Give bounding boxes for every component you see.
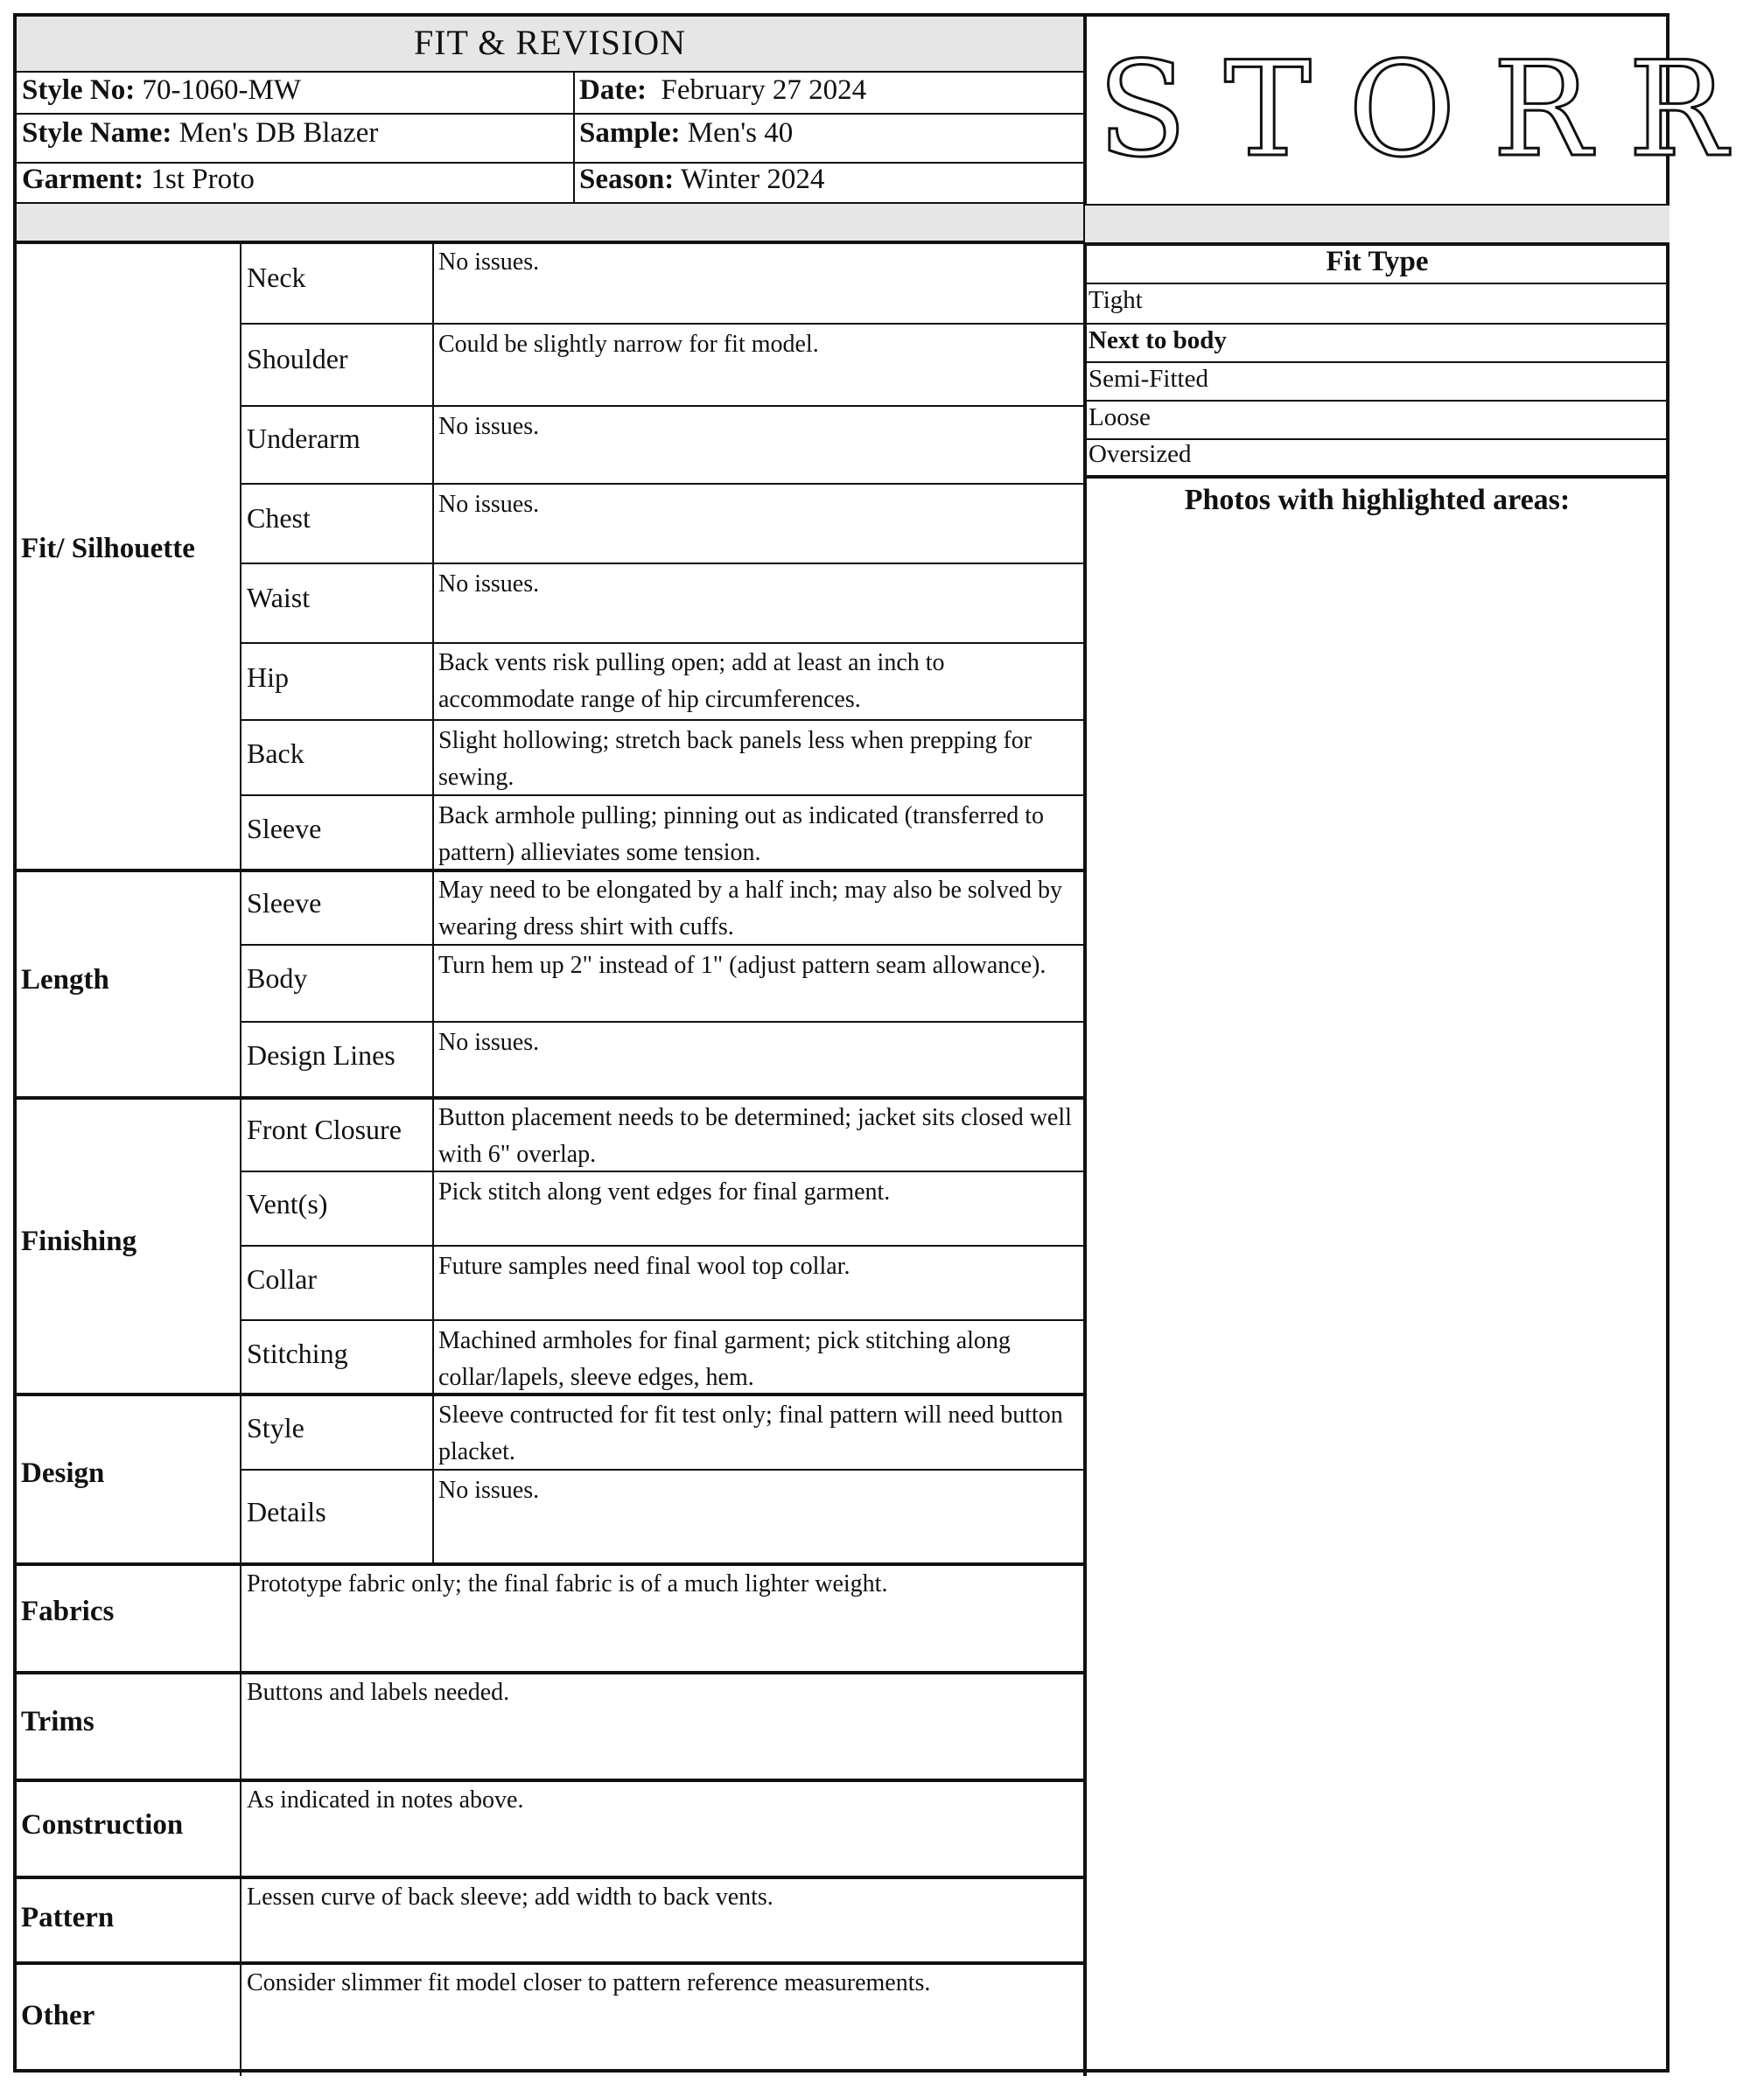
storr-logo: STORR [1097, 34, 1764, 186]
note-vents[interactable]: Pick stitch along vent edges for final garment. [438, 1178, 891, 1206]
photos-area[interactable] [1085, 524, 1670, 2073]
sample-value: Men's 40 [687, 117, 794, 149]
note-construction[interactable]: As indicated in notes above. [247, 1786, 524, 1814]
fit-option-next-to-body[interactable]: Next to body [1088, 326, 1227, 354]
section-fabrics: Fabrics [21, 1596, 115, 1627]
section-fit-silhouette: Fit/ Silhouette [21, 533, 195, 564]
sample-field: Sample: Men's 40 [579, 117, 794, 149]
section-finishing: Finishing [21, 1226, 137, 1257]
note-trims[interactable]: Buttons and labels needed. [247, 1679, 510, 1706]
row-label-front-closure: Front Closure [247, 1114, 402, 1145]
section-trims: Trims [21, 1706, 94, 1737]
row-label-sleeve-fit: Sleeve [247, 813, 322, 844]
style-no-field: Style No: 70-1060-MW [22, 74, 301, 106]
fit-option-semi-fitted[interactable]: Semi-Fitted [1088, 365, 1208, 393]
note-other[interactable]: Consider slimmer fit model closer to pattern reference measurements. [247, 1969, 931, 1996]
fit-option-tight[interactable]: Tight [1088, 286, 1143, 314]
row-label-neck: Neck [247, 262, 306, 293]
row-label-collar: Collar [247, 1263, 317, 1295]
note-sleeve-fit[interactable]: Back armhole pulling; pinning out as indicated (transferred to pattern) allieviates some tension. [438, 802, 1045, 866]
section-construction: Construction [21, 1809, 184, 1841]
page-title: FIT & REVISION [413, 23, 687, 62]
garment-field: Garment: 1st Proto [22, 164, 255, 195]
note-collar[interactable]: Future samples need final wool top collar. [438, 1253, 850, 1280]
logo-spacer-bar [1085, 206, 1670, 242]
garment-value: 1st Proto [150, 164, 255, 195]
row-label-sleeve-length: Sleeve [247, 887, 322, 919]
note-underarm[interactable]: No issues. [438, 413, 540, 440]
note-sleeve-length[interactable]: May need to be elongated by a half inch; may also be solved by wearing dress shirt with cuffs. [438, 877, 1063, 940]
section-pattern: Pattern [21, 1902, 115, 1933]
note-chest[interactable]: No issues. [438, 491, 540, 518]
note-waist[interactable]: No issues. [438, 570, 540, 598]
fit-option-oversized[interactable]: Oversized [1088, 440, 1192, 468]
row-label-body: Body [247, 962, 308, 994]
note-front-closure[interactable]: Button placement needs to be determined; jacket sits closed well with 6" overlap. [438, 1104, 1072, 1168]
note-back[interactable]: Slight hollowing; stretch back panels less when prepping for sewing. [438, 727, 1032, 791]
header-spacer-bar [17, 204, 1083, 241]
date-field: Date: February 27 2024 [579, 74, 867, 106]
season-value: Winter 2024 [680, 164, 825, 195]
note-neck[interactable]: No issues. [438, 248, 540, 276]
style-name-field: Style Name: Men's DB Blazer [22, 117, 379, 149]
note-pattern[interactable]: Lessen curve of back sleeve; add width to back vents. [247, 1884, 774, 1911]
note-stitching[interactable]: Machined armholes for final garment; pick stitching along collar/lapels, sleeve edges, hem. [438, 1327, 1011, 1391]
row-label-details: Details [247, 1496, 326, 1527]
row-label-underarm: Underarm [247, 423, 360, 454]
style-name-value: Men's DB Blazer [178, 117, 379, 149]
note-style[interactable]: Sleeve contructed for fit test only; final pattern will need button placket. [438, 1401, 1063, 1465]
note-body[interactable]: Turn hem up 2" instead of 1" (adjust pattern seam allowance). [438, 952, 1046, 979]
photos-heading: Photos with highlighted areas: [1184, 484, 1571, 516]
row-label-hip: Hip [247, 661, 289, 693]
row-label-waist: Waist [247, 582, 311, 613]
style-no-value: 70-1060-MW [142, 74, 301, 106]
note-design-lines[interactable]: No issues. [438, 1029, 540, 1056]
row-label-stitching: Stitching [247, 1338, 348, 1369]
date-value: February 27 2024 [661, 74, 867, 106]
row-label-shoulder: Shoulder [247, 343, 348, 374]
row-label-back: Back [247, 737, 304, 769]
row-label-style: Style [247, 1412, 304, 1443]
section-length: Length [21, 964, 109, 996]
row-label-chest: Chest [247, 502, 311, 534]
note-fabrics[interactable]: Prototype fabric only; the final fabric is of a much lighter weight. [247, 1570, 888, 1597]
row-label-design-lines: Design Lines [247, 1039, 396, 1071]
fit-revision-sheet [13, 13, 1764, 2073]
note-details[interactable]: No issues. [438, 1477, 540, 1504]
season-field: Season: Winter 2024 [579, 164, 825, 195]
note-hip[interactable]: Back vents risk pulling open; add at least an inch to accommodate range of hip circumferences. [438, 649, 945, 713]
row-label-vents: Vent(s) [247, 1188, 328, 1220]
fit-type-heading: Fit Type [1326, 246, 1429, 277]
section-design: Design [21, 1457, 105, 1489]
fit-option-loose[interactable]: Loose [1088, 403, 1151, 431]
section-other: Other [21, 2000, 95, 2031]
note-shoulder[interactable]: Could be slightly narrow for fit model. [438, 331, 819, 358]
